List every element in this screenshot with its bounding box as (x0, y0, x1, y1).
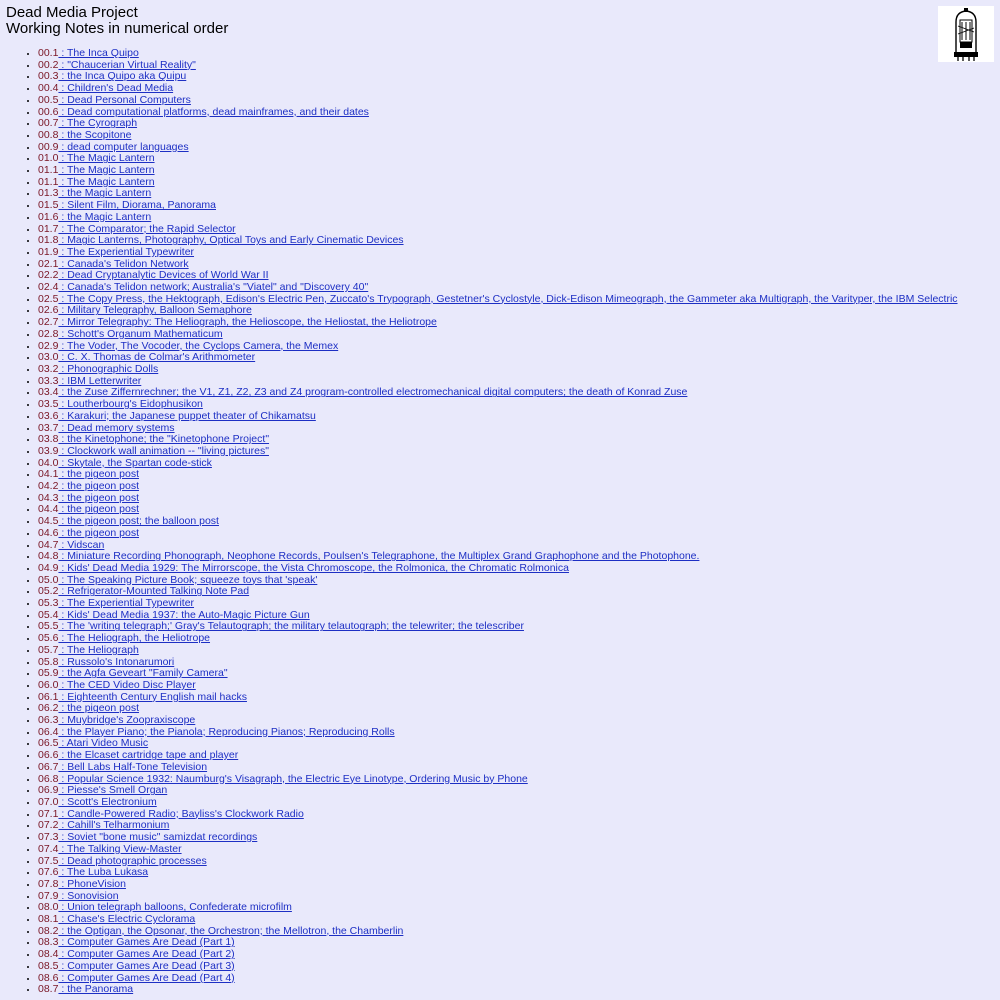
note-title-link[interactable]: : The Talking View-Master (58, 842, 182, 855)
note-title-link[interactable]: : The Comparator; the Rapid Selector (58, 222, 236, 235)
note-number: 07.6 (38, 866, 59, 879)
note-title-link[interactable]: : the pigeon post (58, 468, 139, 481)
note-title-link[interactable]: : the Inca Quipo aka Quipu (58, 70, 187, 83)
note-title-link[interactable]: : Military Telegraphy, Balloon Semaphore (58, 304, 252, 317)
note-title-link[interactable]: : Computer Games Are Dead (Part 4) (58, 971, 235, 984)
note-title-link[interactable]: : Karakuri; the Japanese puppet theater of Chikamatsu (58, 409, 316, 422)
page-title: Dead Media Project (6, 4, 138, 21)
note-number: 05.0 (38, 573, 59, 586)
note-list-item (38, 785, 958, 797)
note-list-item (38, 516, 958, 528)
note-number: 01.5 (38, 199, 59, 212)
note-title-link[interactable]: : the Elcaset cartridge tape and player (58, 749, 239, 762)
note-list-item (38, 774, 958, 786)
note-number: 06.8 (38, 772, 59, 785)
note-number: 06.3 (38, 714, 59, 727)
note-title-link[interactable]: : Popular Science 1932: Naumburg's Visagraph, the Electric Eye Linotype, Ordering Music by Phone (58, 772, 528, 785)
note-number: 02.7 (38, 316, 59, 329)
note-list-item (38, 458, 958, 470)
note-title-link[interactable]: : Miniature Recording Phonograph, Neophone Records, Poulsen's Telegraphone, the Multiplex Grand Graphophone and the Photophone. (58, 550, 700, 563)
note-title-link[interactable]: : The Luba Lukasa (58, 866, 149, 879)
note-title-link[interactable]: : Dead computational platforms, dead mainframes, and their dates (58, 105, 369, 118)
note-title-link[interactable]: : Phonographic Dolls (58, 362, 159, 375)
note-number: 07.5 (38, 854, 59, 867)
note-title-link[interactable]: : Dead Cryptanalytic Devices of World War II (58, 269, 269, 282)
note-number: 03.6 (38, 409, 59, 422)
note-title-link[interactable]: : The CED Video Disc Player (58, 678, 196, 691)
note-number: 00.3 (38, 70, 59, 83)
note-number: 08.1 (38, 913, 59, 926)
note-title-link[interactable]: : the Magic Lantern (58, 187, 152, 200)
note-list-item (38, 364, 958, 376)
note-title-link[interactable]: : the pigeon post (58, 526, 139, 539)
note-number: 01.0 (38, 152, 59, 165)
note-number: 06.6 (38, 749, 59, 762)
note-title-link[interactable]: : Dead photographic processes (58, 854, 207, 867)
note-number: 01.9 (38, 245, 59, 258)
note-title-link[interactable]: : The Magic Lantern (58, 164, 155, 177)
note-number: 04.8 (38, 550, 59, 563)
note-title-link[interactable]: : Computer Games Are Dead (Part 3) (58, 959, 235, 972)
note-number: 02.5 (38, 292, 59, 305)
note-list-item (38, 692, 958, 704)
note-list-item (38, 71, 958, 83)
note-title-link[interactable]: : the Zuse Ziffernrechner; the V1, Z1, Z2, Z3 and Z4 program-controlled electromechanical digital computers; the death of Konrad Zuse (58, 386, 688, 399)
note-number: 07.2 (38, 819, 59, 832)
note-number: 08.0 (38, 901, 59, 914)
note-title-link[interactable]: : Computer Games Are Dead (Part 2) (58, 948, 235, 961)
note-number: 06.5 (38, 737, 59, 750)
note-number: 00.4 (38, 82, 59, 95)
note-number: 04.7 (38, 538, 59, 551)
note-list-item (38, 200, 958, 212)
note-number: 08.3 (38, 936, 59, 949)
note-title-link[interactable]: : The Speaking Picture Book; squeeze toys that 'speak' (58, 573, 318, 586)
note-list-item (38, 528, 958, 540)
page-subtitle: Working Notes in numerical order (6, 20, 229, 37)
note-title-link[interactable]: : Refrigerator-Mounted Talking Note Pad (58, 585, 250, 598)
note-number: 07.3 (38, 831, 59, 844)
note-title-link[interactable]: : Schott's Organum Mathematicum (58, 327, 223, 340)
note-number: 03.5 (38, 398, 59, 411)
note-number: 08.7 (38, 983, 59, 996)
note-list-item (38, 633, 958, 645)
note-title-link[interactable]: : the pigeon post (58, 491, 139, 504)
note-number: 06.2 (38, 702, 59, 715)
note-title-link[interactable]: : Children's Dead Media (58, 82, 174, 95)
note-number: 02.2 (38, 269, 59, 282)
note-list-item (38, 107, 958, 119)
note-title-link[interactable]: : PhoneVision (58, 877, 126, 890)
note-number: 01.8 (38, 234, 59, 247)
note-number: 04.6 (38, 526, 59, 539)
note-number: 01.7 (38, 222, 59, 235)
note-number: 04.9 (38, 561, 59, 574)
note-title-link[interactable]: : The 'writing telegraph;' Gray's Telautograph; the military telautograph; the telewriter; the telescriber (58, 620, 524, 633)
note-title-link[interactable]: : Canada's Telidon Network (58, 257, 189, 270)
note-list-item (38, 809, 958, 821)
note-title-link[interactable]: : The Magic Lantern (58, 152, 155, 165)
note-title-link[interactable]: : Cahill's Telharmonium (58, 819, 170, 832)
note-title-link[interactable]: : the Kinetophone; the "Kinetophone Project" (58, 433, 270, 446)
note-title-link[interactable]: : Computer Games Are Dead (Part 1) (58, 936, 235, 949)
note-number: 08.6 (38, 971, 59, 984)
note-title-link[interactable]: : The Experiential Typewriter (58, 597, 195, 610)
note-number: 05.5 (38, 620, 59, 633)
note-number: 04.2 (38, 480, 59, 493)
note-title-link[interactable]: : Union telegraph balloons, Confederate microfilm (58, 901, 292, 914)
note-number: 07.9 (38, 889, 59, 902)
note-title-link[interactable]: : Bell Labs Half-Tone Television (58, 760, 208, 773)
note-title-link[interactable]: : C. X. Thomas de Colmar's Arithmometer (58, 351, 256, 364)
note-title-link[interactable]: : Canada's Telidon network; Australia's "Viatel" and "Discovery 40" (58, 281, 369, 294)
note-title-link[interactable]: : Chase's Electric Cyclorama (58, 913, 196, 926)
note-list-item (38, 973, 958, 985)
note-title-link[interactable]: : The Magic Lantern (58, 175, 155, 188)
note-number: 05.2 (38, 585, 59, 598)
note-number: 03.8 (38, 433, 59, 446)
note-title-link[interactable]: : Sonovision (58, 889, 119, 902)
note-number: 06.7 (38, 760, 59, 773)
note-number: 07.4 (38, 842, 59, 855)
note-title-link[interactable]: : the pigeon post (58, 702, 139, 715)
note-number: 05.8 (38, 655, 59, 668)
note-title-link[interactable]: : Mirror Telegraphy: The Heliograph, the Helioscope, the Heliostat, the Heliotrope (58, 316, 437, 329)
note-list-item (38, 879, 958, 891)
note-number: 07.8 (38, 877, 59, 890)
note-number: 04.3 (38, 491, 59, 504)
note-title-link[interactable]: : The Heliograph, the Heliotrope (58, 632, 211, 645)
note-number: 03.0 (38, 351, 59, 364)
note-title-link[interactable]: : the Player Piano; the Pianola; Reproducing Pianos; Reproducing Rolls (58, 725, 395, 738)
note-number: 05.6 (38, 632, 59, 645)
note-title-link[interactable]: : Kids' Dead Media 1929: The Mirrorscope, the Vista Chromoscope, the Rolmonica, the Chromatic Rolmonica (58, 561, 569, 574)
note-number: 04.4 (38, 503, 59, 516)
note-number: 01.1 (38, 164, 59, 177)
note-title-link[interactable]: : IBM Letterwriter (58, 374, 142, 387)
note-number: 01.1 (38, 175, 59, 188)
note-number: 06.0 (38, 678, 59, 691)
note-title-link[interactable]: : The Inca Quipo (58, 47, 139, 59)
note-list-item (38, 411, 958, 423)
note-title-link[interactable]: : Loutherbourg's Eidophusikon (58, 398, 203, 411)
note-number: 01.3 (38, 187, 59, 200)
note-number: 04.0 (38, 456, 59, 469)
note-title-link[interactable]: : the pigeon post (58, 503, 139, 516)
note-title-link[interactable]: : Skytale, the Spartan code-stick (58, 456, 212, 469)
note-number: 00.7 (38, 117, 59, 130)
note-title-link[interactable]: : dead computer languages (58, 140, 189, 153)
note-number: 00.1 (38, 47, 59, 59)
note-list-item (38, 856, 958, 868)
note-number: 08.5 (38, 959, 59, 972)
note-title-link[interactable]: : the Optigan, the Opsonar, the Orchestron; the Mellotron, the Chamberlin (58, 924, 404, 937)
note-title-link[interactable]: : the Scopitone (58, 128, 132, 141)
note-title-link[interactable]: : the Magic Lantern (58, 210, 152, 223)
note-title-link[interactable]: : the Panorama (58, 983, 134, 996)
note-title-link[interactable]: : Dead Personal Computers (58, 93, 191, 106)
note-number: 08.2 (38, 924, 59, 937)
note-number: 00.5 (38, 93, 59, 106)
note-number: 03.3 (38, 374, 59, 387)
note-number: 05.3 (38, 597, 59, 610)
note-number: 03.4 (38, 386, 59, 399)
note-title-link[interactable]: : The Experiential Typewriter (58, 245, 195, 258)
note-title-link[interactable]: : Atari Video Music (58, 737, 149, 750)
note-title-link[interactable]: : Soviet "bone music" samizdat recordings (58, 831, 258, 844)
note-number: 03.9 (38, 444, 59, 457)
note-title-link[interactable]: : Eighteenth Century English mail hacks (58, 690, 247, 703)
note-list-item (38, 142, 958, 154)
note-number: 08.4 (38, 948, 59, 961)
note-number: 02.1 (38, 257, 59, 270)
note-list-item (38, 118, 958, 130)
note-title-link[interactable]: : Silent Film, Diorama, Panorama (58, 199, 216, 212)
note-title-link[interactable]: : Clockwork wall animation -- "living pictures" (58, 444, 269, 457)
note-number: 02.4 (38, 281, 59, 294)
note-list-item (38, 177, 958, 189)
note-number: 05.9 (38, 667, 59, 680)
note-number: 00.2 (38, 58, 59, 71)
note-number: 00.9 (38, 140, 59, 153)
note-list-item (38, 352, 958, 364)
note-number: 07.0 (38, 796, 59, 808)
note-title-link[interactable]: : the pigeon post (58, 480, 139, 493)
note-list-item (38, 867, 958, 879)
note-number: 06.9 (38, 784, 59, 797)
note-list-item (38, 727, 958, 739)
note-number: 00.8 (38, 128, 59, 141)
note-title-link[interactable]: : Magic Lanterns, Photography, Optical Toys and Early Cinematic Devices (58, 234, 404, 247)
note-number: 04.5 (38, 515, 59, 528)
note-number: 03.2 (38, 362, 59, 375)
note-title-link[interactable]: : the Agfa Geveart "Family Camera" (58, 667, 228, 680)
note-title-link[interactable]: : Muybridge's Zoopraxiscope (58, 714, 196, 727)
note-title-link[interactable]: : the pigeon post; the balloon post (58, 515, 219, 528)
note-title-link[interactable]: : Vidscan (58, 538, 105, 551)
note-number: 02.8 (38, 327, 59, 340)
note-list-item (38, 153, 958, 165)
note-list-item (38, 493, 958, 505)
note-number: 04.1 (38, 468, 59, 481)
note-number: 00.6 (38, 105, 59, 118)
note-title-link[interactable]: : The Cyrograph (58, 117, 138, 130)
note-title-link[interactable]: : Kids' Dead Media 1937: the Auto-Magic Picture Gun (58, 608, 310, 621)
note-list-item (38, 645, 958, 657)
page-header (6, 5, 228, 37)
note-list-item (38, 469, 958, 481)
note-number: 05.4 (38, 608, 59, 621)
note-title-link[interactable]: : Scott's Electronium (58, 796, 157, 808)
note-title-link[interactable]: : Candle-Powered Radio; Bayliss's Clockwork Radio (58, 807, 304, 820)
note-list-item (38, 984, 958, 996)
note-title-link[interactable]: : Piesse's Smell Organ (58, 784, 168, 797)
note-title-link[interactable]: : Dead memory systems (58, 421, 175, 434)
note-number: 03.7 (38, 421, 59, 434)
note-number: 07.1 (38, 807, 59, 820)
note-number: 06.1 (38, 690, 59, 703)
note-title-link[interactable]: : "Chaucerian Virtual Reality" (58, 58, 196, 71)
note-title-link[interactable]: : Russolo's Intonarumori (58, 655, 175, 668)
note-title-link[interactable]: : The Heliograph (58, 643, 139, 656)
note-number: 06.4 (38, 725, 59, 738)
working-notes-list (0, 48, 958, 996)
note-number: 05.7 (38, 643, 59, 656)
note-title-link[interactable]: : The Voder, The Vocoder, the Cyclops Camera, the Memex (58, 339, 339, 352)
note-list-item (38, 165, 958, 177)
note-number: 02.9 (38, 339, 59, 352)
note-title-link[interactable]: : The Copy Press, the Hektograph, Edison's Electric Pen, Zuccato's Trypograph, Gestetner's Cyclostyle, Dick-Edison Mimeograph, the Gammeter aka Multigraph, the Varityper, the IBM Selectric (58, 292, 958, 305)
note-number: 02.6 (38, 304, 59, 317)
note-list-item (38, 481, 958, 493)
note-number: 01.6 (38, 210, 59, 223)
